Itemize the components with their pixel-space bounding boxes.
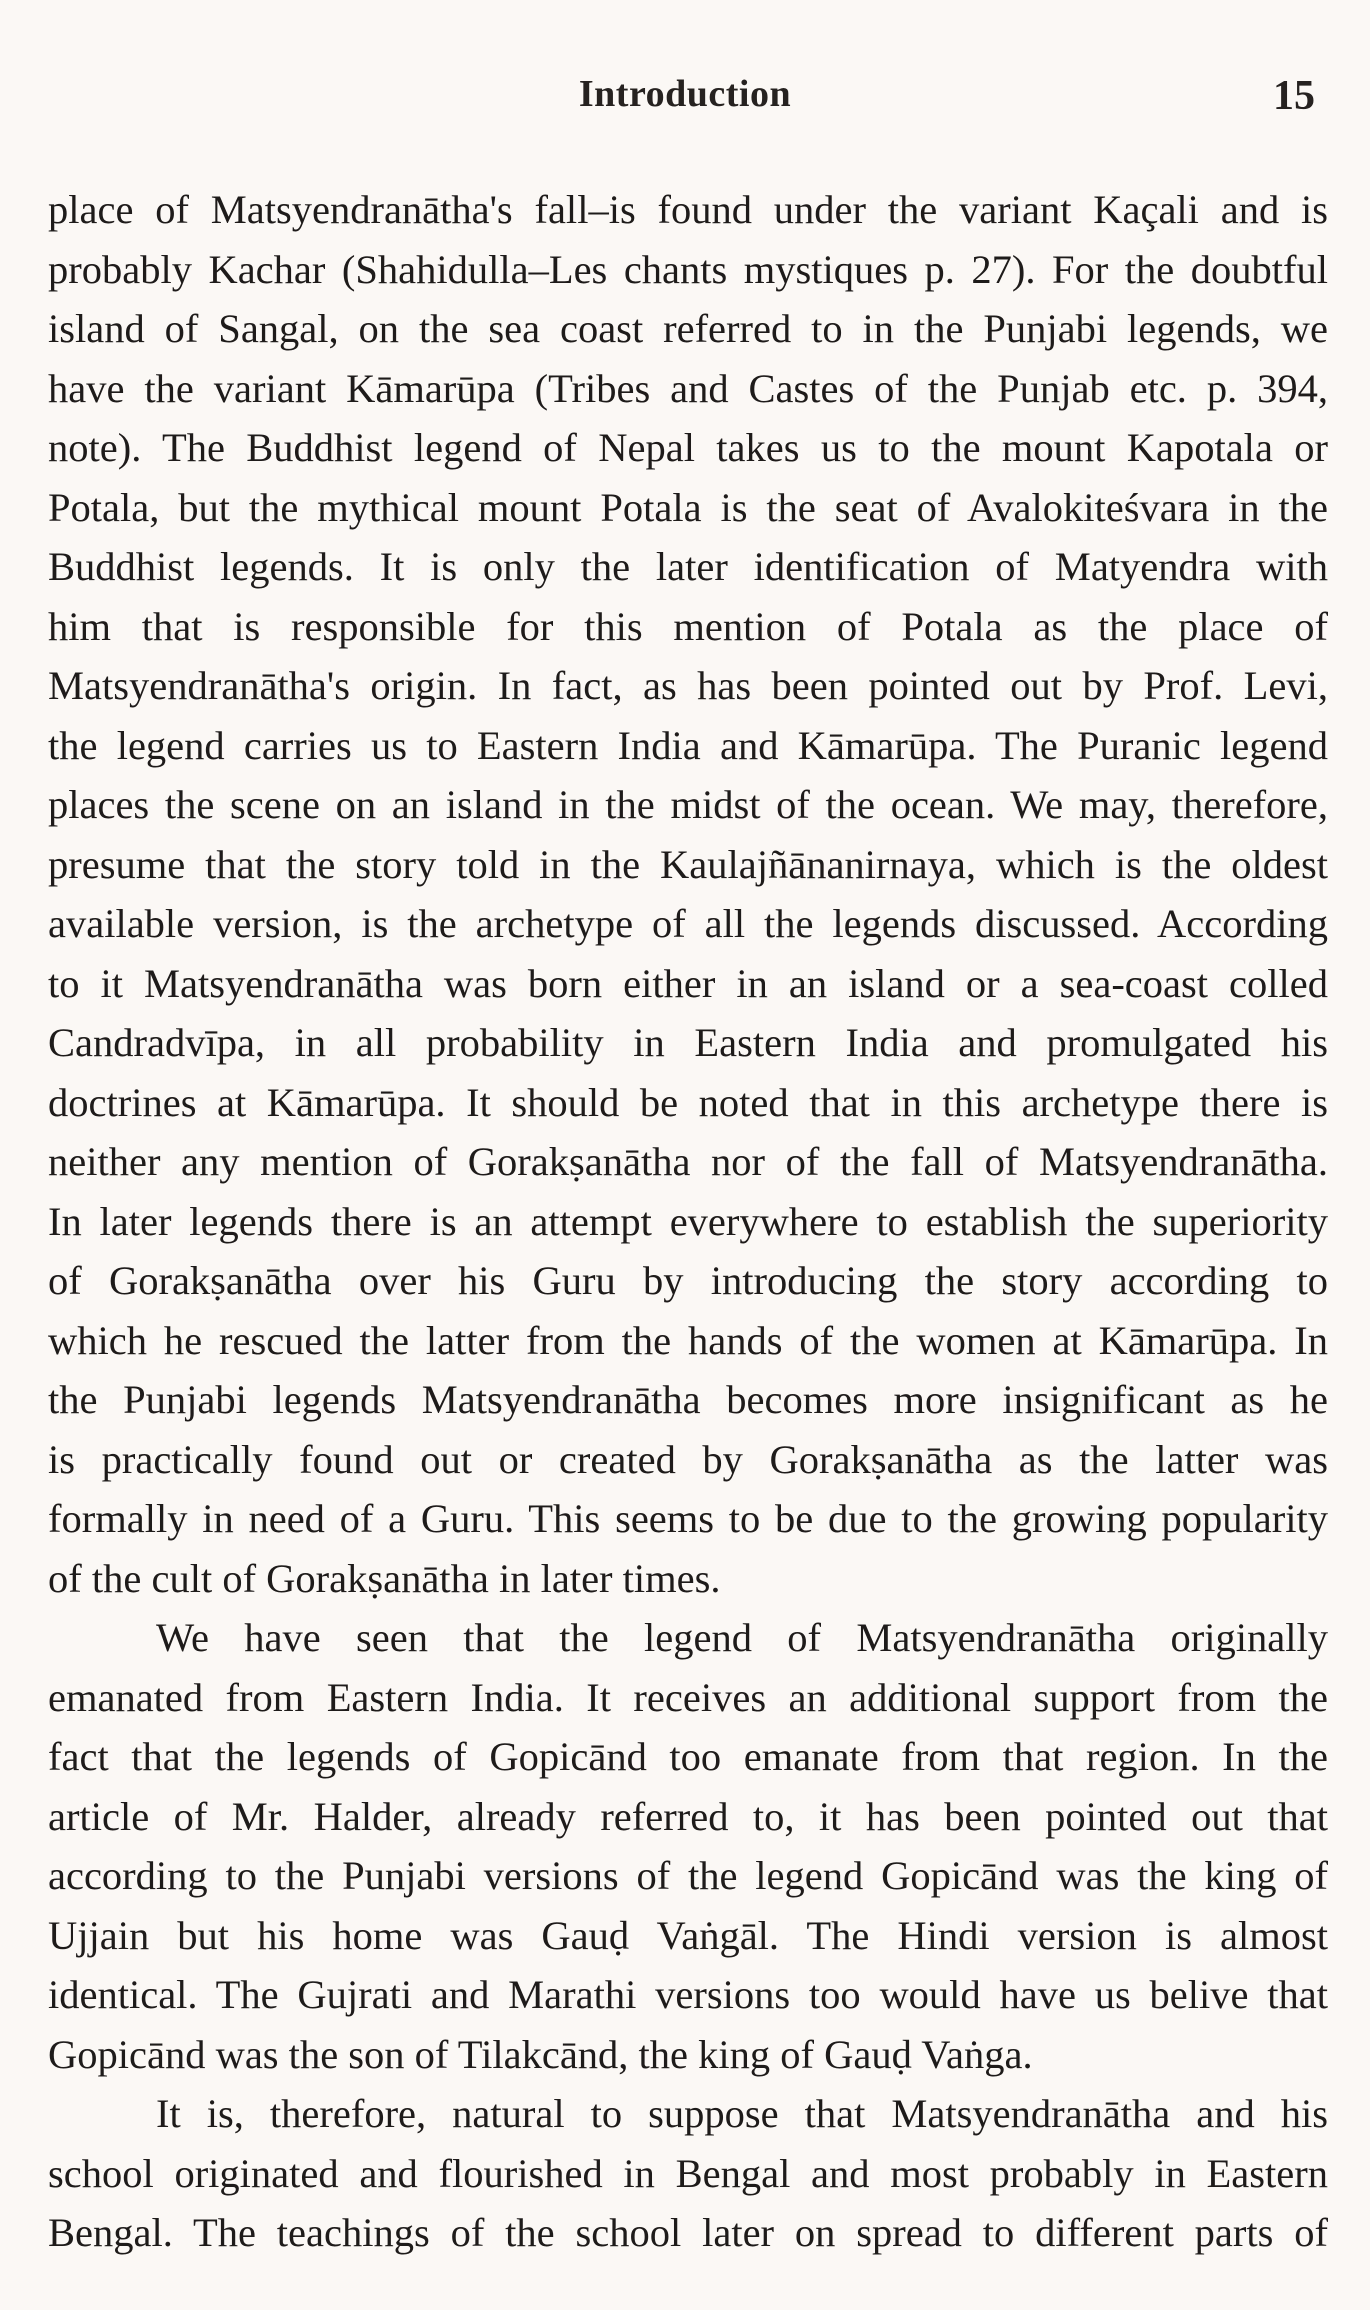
text-line: Gopicānd was the son of Tilakcānd, the king of Gauḍ Vaṅga. (48, 2031, 1033, 2077)
text-line: Matsyendranātha's origin. In fact, as has been pointed out by Prof. Levi, (48, 663, 1328, 708)
text-line: to it Matsyendranātha was born either in an island or a sea-coast colled (48, 960, 1328, 1006)
text-line: the legend carries us to Eastern India and Kāmarūpa. The Puranic legend (48, 722, 1328, 768)
page-number: 15 (1273, 73, 1315, 119)
text-line: emanated from Eastern India. It receives an additional support from the (48, 1674, 1328, 1720)
text-line: Bengal. The teachings of the school later on spread to different parts of (48, 2210, 1328, 2255)
text-line: which he rescued the latter from the hands of the women at Kāmarūpa. In (48, 1317, 1328, 1363)
text-line: fact that the legends of Gopicānd too emanate from that region. In the (48, 1734, 1328, 1779)
text-line: Ujjain but his home was Gauḍ Vaṅgāl. The Hindi version is almost (48, 1912, 1328, 1958)
text-line: school originated and flourished in Bengal and most probably in Eastern (48, 2150, 1328, 2196)
body-text (48, 180, 1328, 2263)
text-line: Potala, but the mythical mount Potala is the seat of Avalokiteśvara in the (48, 484, 1328, 530)
text-line: places the scene on an island in the midst of the ocean. We may, therefore, (48, 782, 1328, 827)
text-line: neither any mention of Gorakṣanātha nor of the fall of Matsyendranātha. (48, 1139, 1328, 1184)
paragraph (48, 180, 1328, 1608)
text-line: probably Kachar (Shahidulla–Les chants mystiques p. 27). For the doubtful (48, 246, 1328, 292)
text-line: according to the Punjabi versions of the legend Gopicānd was the king of (48, 1853, 1328, 1898)
running-title: Introduction (578, 73, 792, 115)
page-header (0, 72, 1370, 119)
paragraph (48, 2084, 1328, 2263)
text-line: the Punjabi legends Matsyendranātha becomes more insignificant as he (48, 1377, 1328, 1422)
text-line: of the cult of Gorakṣanātha in later times. (48, 1555, 721, 1601)
text-line: have the variant Kāmarūpa (Tribes and Castes of the Punjab etc. p. 394, (48, 365, 1328, 411)
text-line: Buddhist legends. It is only the later identification of Matyendra with (48, 544, 1328, 589)
text-line: of Gorakṣanātha over his Guru by introducing the story according to (48, 1258, 1328, 1303)
text-line: place of Matsyendranātha's fall–is found under the variant Kaçali and is (48, 187, 1328, 232)
text-line: available version, is the archetype of all the legends discussed. According (48, 901, 1328, 946)
paragraph (48, 1608, 1328, 2084)
text-line: formally in need of a Guru. This seems to be due to the growing popularity (48, 1496, 1328, 1541)
text-line: It is, therefore, natural to suppose that Matsyendranātha and his (156, 2091, 1328, 2136)
text-line: Candradvīpa, in all probability in Eastern India and promulgated his (48, 1020, 1328, 1065)
text-line: We have seen that the legend of Matsyendranātha originally (156, 1615, 1328, 1660)
text-line: presume that the story told in the Kaulajñānanirnaya, which is the oldest (48, 841, 1328, 887)
text-line: island of Sangal, on the sea coast referred to in the Punjabi legends, we (48, 306, 1328, 351)
text-line: him that is responsible for this mention of Potala as the place of (48, 603, 1328, 649)
text-line: doctrines at Kāmarūpa. It should be noted that in this archetype there is (48, 1079, 1328, 1125)
text-line: identical. The Gujrati and Marathi versions too would have us belive that (48, 1972, 1328, 2017)
text-line: note). The Buddhist legend of Nepal takes us to the mount Kapotala or (48, 425, 1328, 470)
text-line: article of Mr. Halder, already referred to, it has been pointed out that (48, 1793, 1328, 1839)
text-line: is practically found out or created by Gorakṣanātha as the latter was (48, 1436, 1328, 1482)
text-line: In later legends there is an attempt everywhere to establish the superiority (48, 1198, 1328, 1244)
